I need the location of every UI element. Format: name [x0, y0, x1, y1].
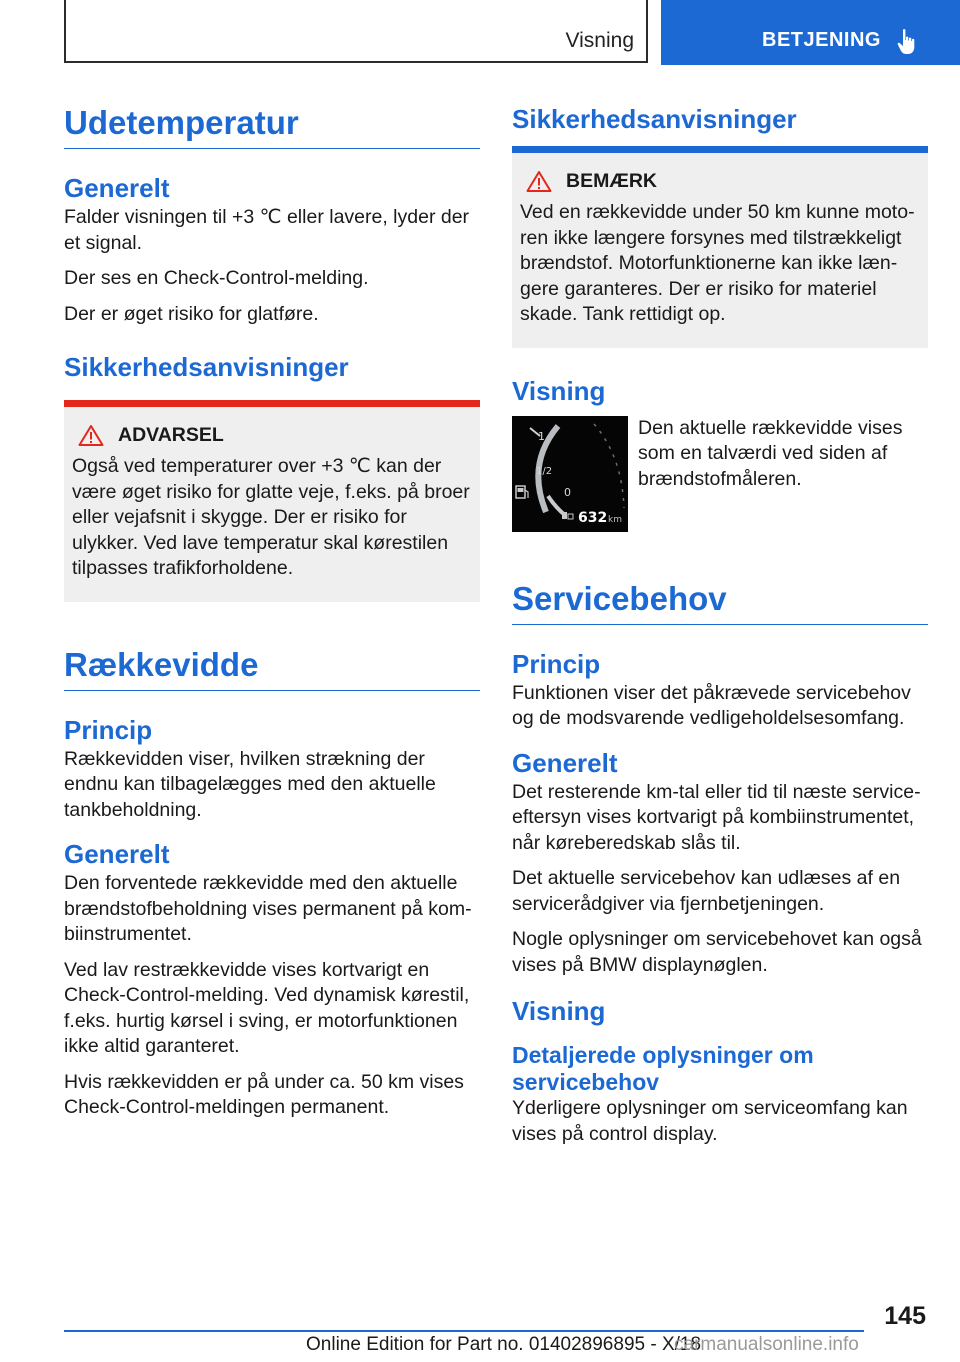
- warning-text: Også ved temperaturer over +3 ℃ kan der være øget risiko for glatte veje, f.eks. på broer eller vejafsnit i skygge. Der er risiko for ulykker. Ved lave temperatur skal kørestilen tilpasses trafikforholdene.: [72, 455, 470, 579]
- header-chapter-label: BETJENING: [762, 29, 881, 51]
- heading-princip-raekkevidde: Princip: [64, 714, 153, 745]
- footer-edition-text: Online Edition for Part no. 01402896895 - X/18: [306, 1334, 702, 1355]
- paragraph: Yderligere oplysninger om serviceomfang kan vises på control display.: [512, 1097, 908, 1145]
- heading-visning-raekkevidde: Visning: [512, 375, 606, 406]
- heading-generelt-servicebehov: Generelt: [512, 747, 618, 778]
- section-title-raekkevidde: Rækkevidde: [64, 640, 480, 691]
- gauge-range-unit: km: [608, 514, 622, 525]
- warning-triangle-icon: [526, 170, 552, 192]
- paragraph: Der ses en Check-Control-melding.: [64, 267, 369, 289]
- left-column: [64, 98, 480, 1131]
- paragraph: Falder visningen til +3 ℃ eller lavere, lyder der et signal.: [64, 206, 470, 254]
- gauge-half-label: 1/2: [536, 465, 553, 477]
- gauge-one-label: 1: [538, 429, 545, 443]
- header-section-label: Visning: [565, 29, 634, 52]
- footer-watermark: carmanualsonline.info: [674, 1334, 859, 1355]
- paragraph: Nogle oplysninger om servicebehovet kan også vises på BMW displaynøglen.: [512, 928, 922, 976]
- heading-sikkerhedsanvisninger-right: Sikkerhedsanvisninger: [512, 104, 797, 134]
- paragraph: Funktionen viser det påkrævede servicebehov og de modsvarende vedligeholdelsesomfang.: [512, 681, 911, 729]
- footer-divider: [64, 1330, 864, 1332]
- paragraph: Det aktuelle servicebehov kan udlæses af en servicerådgiver via fjernbetjeningen.: [512, 867, 901, 915]
- paragraph: Der er øget risiko for glatføre.: [64, 302, 319, 325]
- gauge-range-value: 632: [578, 509, 608, 526]
- fuel-gauge-image: [512, 416, 628, 532]
- warning-label: ADVARSEL: [118, 423, 224, 446]
- page-number: 145: [884, 1302, 926, 1330]
- paragraph: Den forventede rækkevidde med den aktuelle brændstofbeholdning vises permanent på kombiinstrumentet.: [64, 872, 472, 945]
- section-title-servicebehov: Servicebehov: [512, 574, 928, 625]
- warning-box: [64, 400, 480, 602]
- note-label: BEMÆRK: [566, 169, 657, 192]
- note-box: [512, 146, 928, 348]
- paragraph: Hvis rækkevidden er på under ca. 50 km vises Check-Control-meldingen permanent.: [64, 1070, 464, 1118]
- heading-sikkerhedsanvisninger-left: Sikkerhedsanvisninger: [64, 352, 349, 382]
- gauge-zero-label: 0: [564, 485, 571, 499]
- heading-generelt-raekkevidde: Generelt: [64, 839, 170, 869]
- warning-triangle-icon: [78, 424, 104, 446]
- header-section-tab: [64, 0, 648, 63]
- heading-princip-servicebehov: Princip: [512, 648, 601, 679]
- warning-box-title: [72, 421, 472, 449]
- heading-visning-servicebehov: Visning: [512, 996, 606, 1026]
- section-title-udetemperatur: Udetemperatur: [64, 98, 480, 149]
- paragraph: Ved lav restrækkevidde vises kortvarigt en Check-Control-melding. Ved dynamisk kørestil, f.eks. hurtig kørsel i sving, er motorfunktionen ikke altid garanteret.: [64, 958, 470, 1057]
- hand-pointer-icon: [897, 28, 917, 56]
- heading-detaljerede-oplysninger: Detaljerede oplysninger om servicebehov: [512, 1042, 814, 1095]
- header-chapter-tab: [661, 0, 960, 65]
- right-column: [512, 98, 928, 1157]
- heading-generelt-udetemperatur: Generelt: [64, 173, 170, 203]
- paragraph: Det resterende km-tal eller tid til næste serviceeftersyn vises kortvarigt på kombiinstrumentet, når køreberedskab slås til.: [512, 780, 921, 854]
- paragraph: Rækkevidden viser, hvilken strækning der endnu kan tilbagelægges med den aktuelle tankbeholdning.: [64, 747, 436, 821]
- visning-row: [512, 416, 928, 532]
- note-box-title: [520, 167, 920, 195]
- note-text: Ved en rækkevidde under 50 km kunne motoren ikke længere forsynes med tilstrækkeligt brændstof. Motorfunktionerne kan ikke længere garanteres. Der er risiko for materiel skade. Tank rettidigt op.: [520, 201, 915, 325]
- visning-text: Den aktuelle rækkevidde vises som en talværdi ved siden af brændstofmåleren.: [638, 416, 903, 490]
